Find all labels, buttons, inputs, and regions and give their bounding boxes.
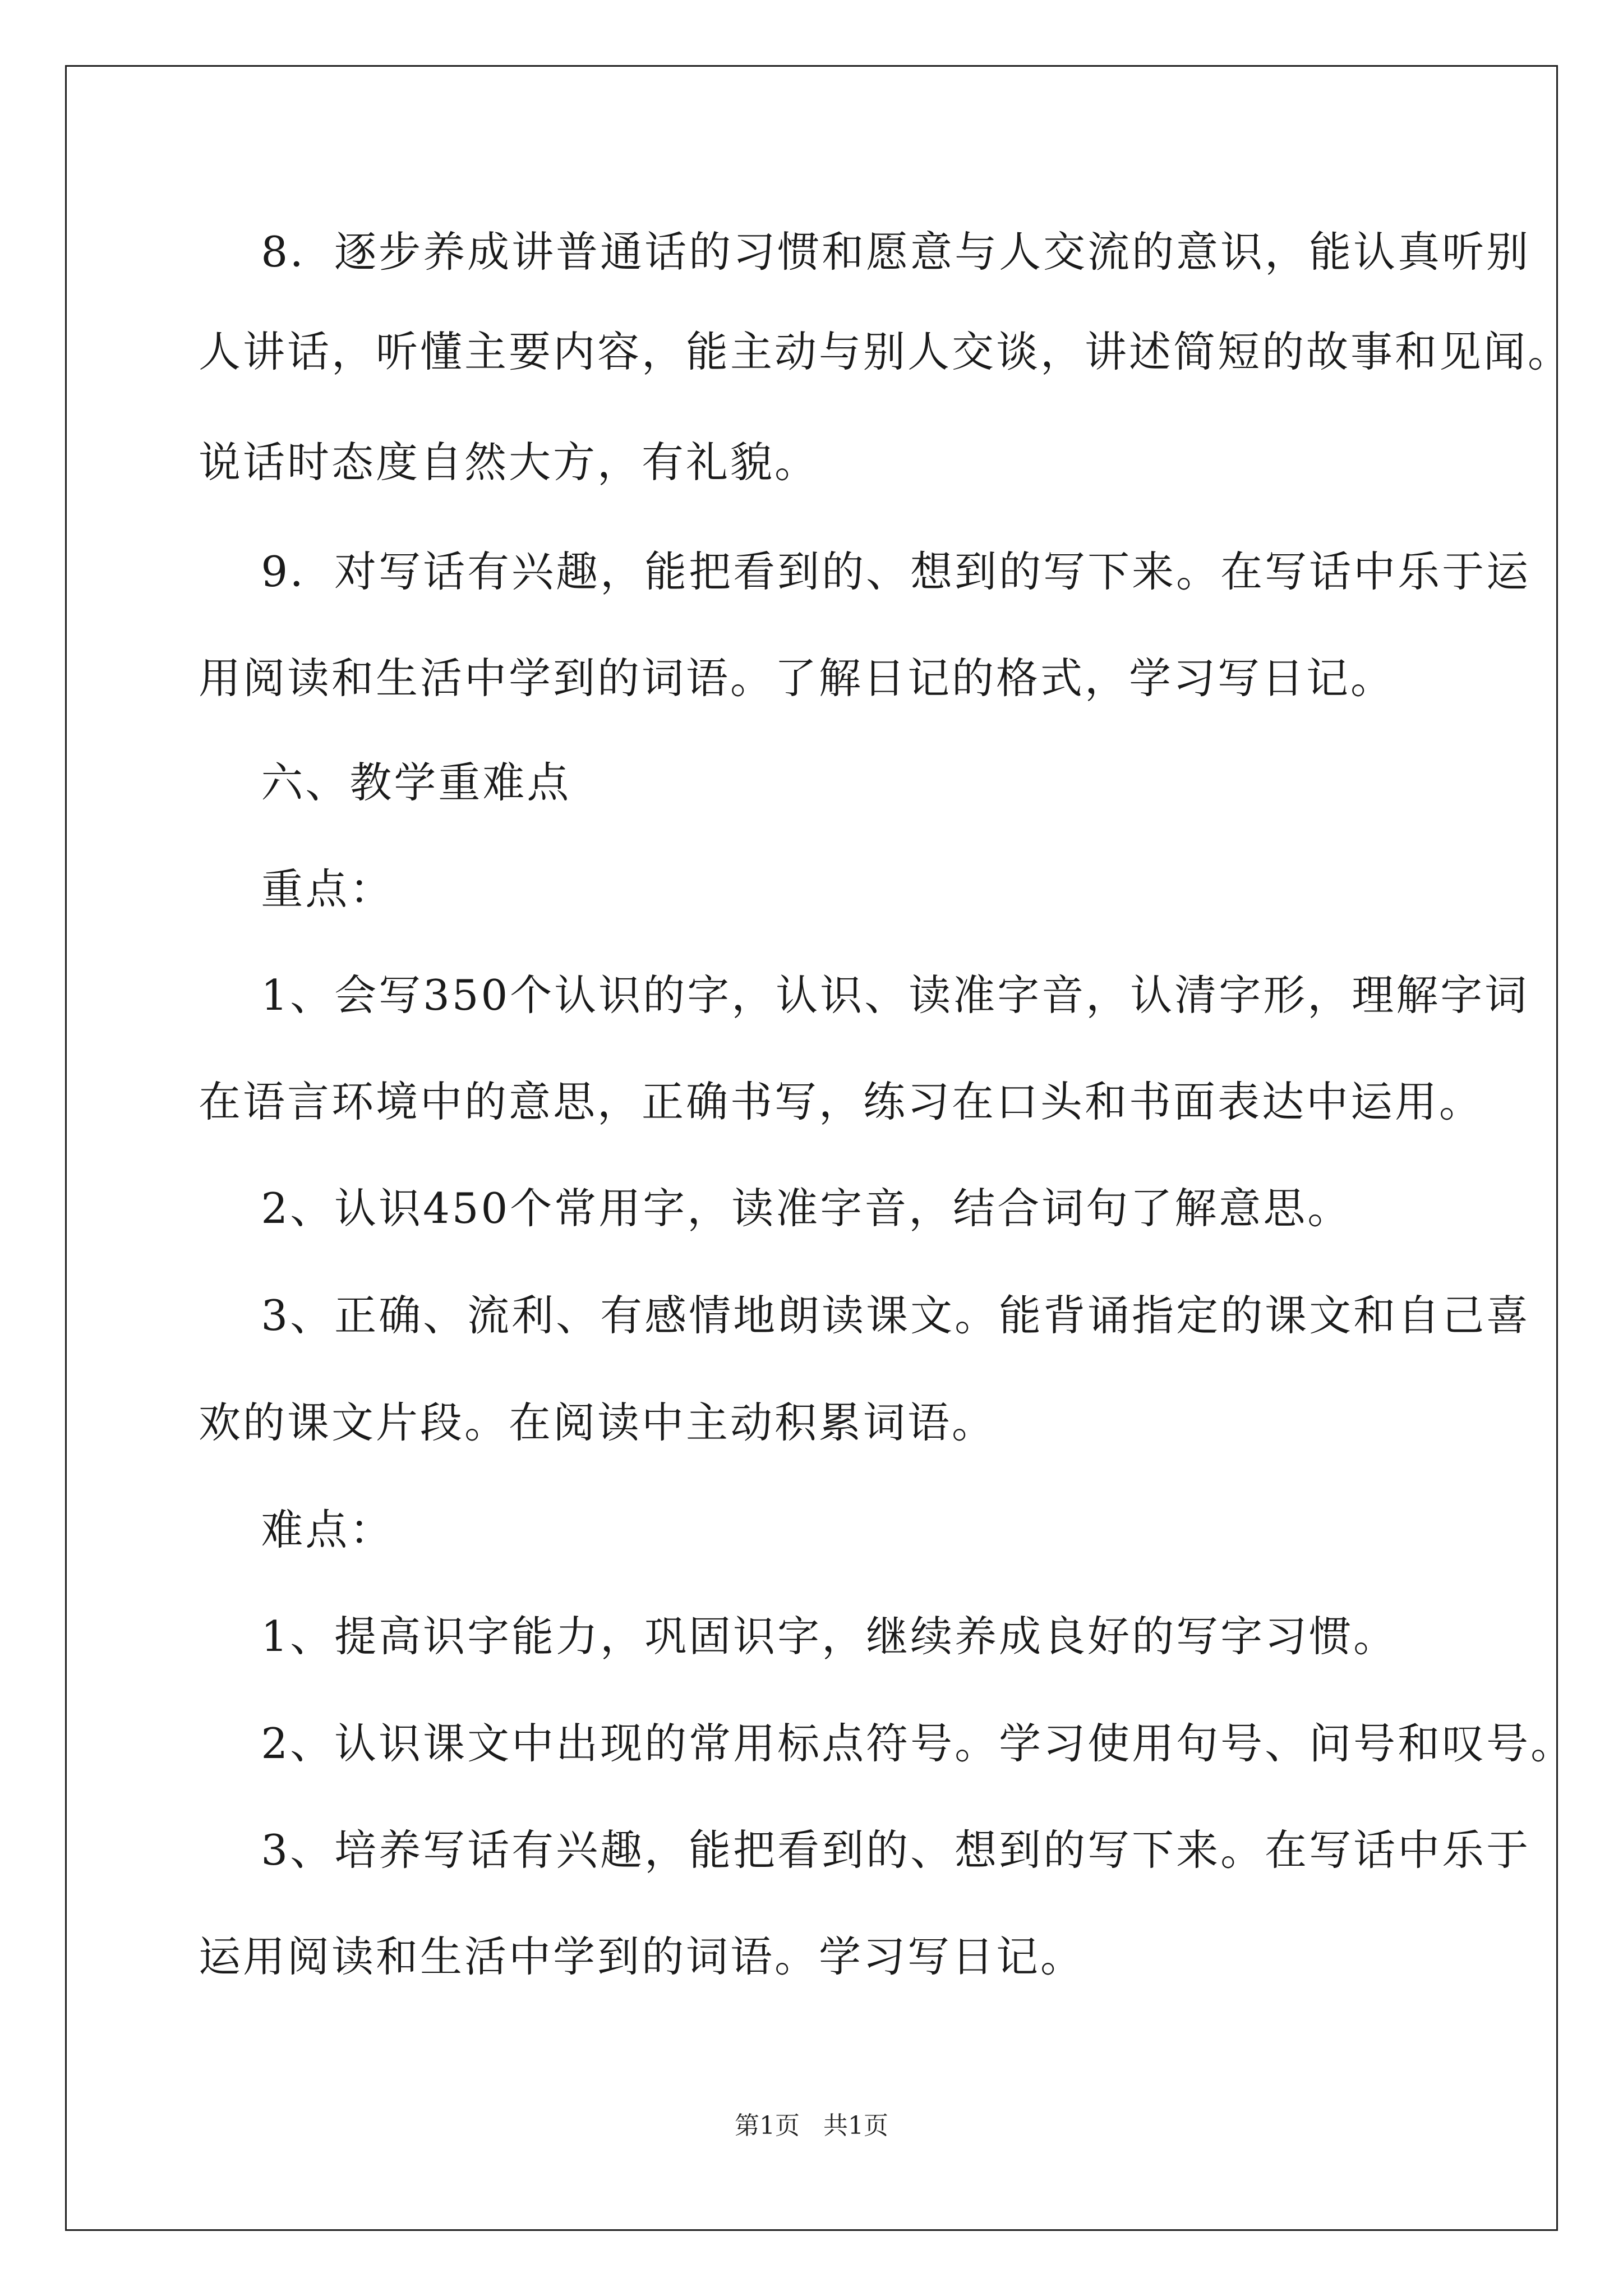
text-line: 说话时态度自然大方，有礼貌。 xyxy=(199,438,819,487)
text-line: 用阅读和生活中学到的词语。了解日记的格式，学习写日记。 xyxy=(199,654,1395,703)
section-heading: 六、教学重难点 xyxy=(199,758,571,807)
text-line: 1、提高识字能力，巩固识字，继续养成良好的写字习惯。 xyxy=(199,1612,1398,1661)
text-line: 2、认识450个常用字，读准字音，结合词句了解意思。 xyxy=(199,1184,1352,1233)
text-line: 运用阅读和生活中学到的词语。学习写日记。 xyxy=(199,1932,1085,1981)
text-line: 人讲话，听懂主要内容，能主动与别人交谈，讲述简短的故事和见闻。 xyxy=(199,327,1573,376)
text-line: 9．对写话有兴趣，能把看到的、想到的写下来。在写话中乐于运 xyxy=(199,547,1531,596)
text-line: 3、培养写话有兴趣，能把看到的、想到的写下来。在写话中乐于 xyxy=(199,1825,1531,1875)
text-line: 1、会写350个认识的字，认识、读准字音，认清字形，理解字词 xyxy=(199,970,1529,1020)
text-line: 欢的课文片段。在阅读中主动积累词语。 xyxy=(199,1398,997,1447)
text-line: 3、正确、流利、有感情地朗读课文。能背诵指定的课文和自己喜 xyxy=(199,1291,1531,1340)
page-border xyxy=(65,65,1575,2231)
subheading: 难点： xyxy=(199,1505,394,1554)
page-footer: 第1页 共1页 xyxy=(735,2111,888,2140)
subheading: 重点： xyxy=(199,864,394,914)
text-line: 在语言环境中的意思，正确书写，练习在口头和书面表达中运用。 xyxy=(199,1077,1484,1126)
text-line: 2、认识课文中出现的常用标点符号。学习使用句号、问号和叹号。 xyxy=(199,1719,1575,1768)
text-line: 8．逐步养成讲普通话的习惯和愿意与人交流的意识，能认真听别 xyxy=(199,227,1531,277)
